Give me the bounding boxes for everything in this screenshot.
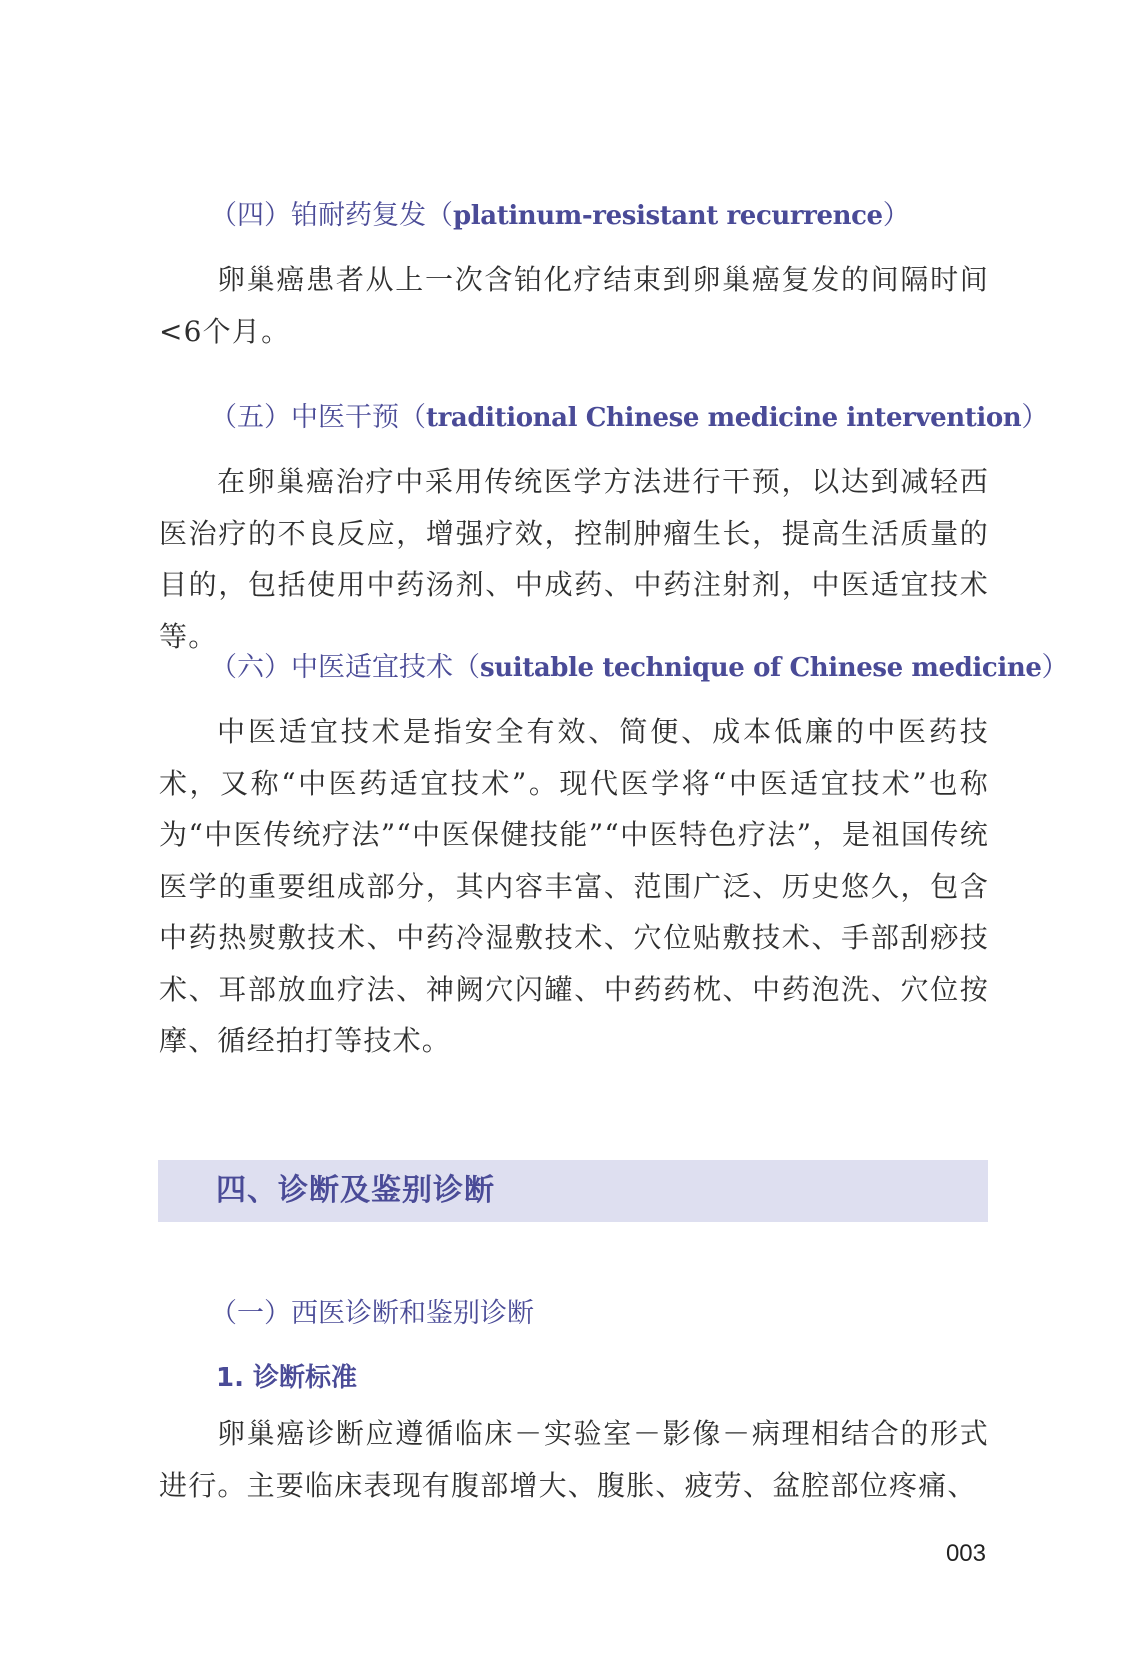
paragraph-suitable-technique: [159, 706, 989, 1067]
heading-cn: （五）中医干预（: [210, 402, 426, 433]
heading-close: ）: [1021, 402, 1049, 433]
heading-en: traditional Chinese medicine intervention: [426, 403, 1022, 433]
heading-cn: （四）铂耐药复发（: [210, 200, 453, 231]
paragraph-text: 卵巢癌诊断应遵循临床－实验室－影像－病理相结合的形式进行。主要临床表现有腹部增大、腹胀、疲劳、盆腔部位疼痛、: [159, 1417, 989, 1502]
chapter-title: 四、诊断及鉴别诊断: [216, 1173, 495, 1208]
item-title: 1. 诊断标准: [216, 1363, 358, 1393]
heading-close: ）: [1041, 652, 1069, 683]
heading-close: ）: [882, 200, 910, 231]
heading-cn: （六）中医适宜技术（: [210, 652, 480, 683]
section-heading-suitable-technique: [210, 648, 1069, 688]
paragraph-tcm-intervention: [159, 456, 989, 662]
paragraph-platinum-resistant: [159, 254, 989, 357]
section-heading-platinum-resistant: [210, 196, 1010, 236]
heading-en: platinum-resistant recurrence: [453, 201, 883, 231]
section-heading-tcm-intervention: [210, 398, 1049, 438]
paragraph-diagnosis: [159, 1408, 989, 1511]
chapter-heading-band: [158, 1160, 988, 1222]
paragraph-text: 在卵巢癌治疗中采用传统医学方法进行干预，以达到减轻西医治疗的不良反应，增强疗效，控制肿瘤生长，提高生活质量的目的，包括使用中药汤剂、中成药、中药注射剂，中医适宜技术等。: [159, 465, 989, 653]
heading-en: suitable technique of Chinese medicine: [480, 653, 1042, 683]
paragraph-text: 卵巢癌患者从上一次含铂化疗结束到卵巢癌复发的间隔时间<6个月。: [159, 263, 989, 348]
page-number: 003: [945, 1540, 986, 1567]
paragraph-text: 中医适宜技术是指安全有效、简便、成本低廉的中医药技术，又称“中医药适宜技术”。现代医学将“中医适宜技术”也称为“中医传统疗法”“中医保健技能”“中医特色疗法”，是祖国传统医学的重要组成部分，其内容丰富、范围广泛、历史悠久，包含中药热熨敷技术、中药冷湿敷技术、穴位贴敷技术、手部刮痧技术、耳部放血疗法、神阙穴闪罐、中药药枕、中药泡洗、穴位按摩、循经拍打等技术。: [159, 715, 989, 1057]
subsection-title: （一）西医诊断和鉴别诊断: [210, 1298, 534, 1329]
